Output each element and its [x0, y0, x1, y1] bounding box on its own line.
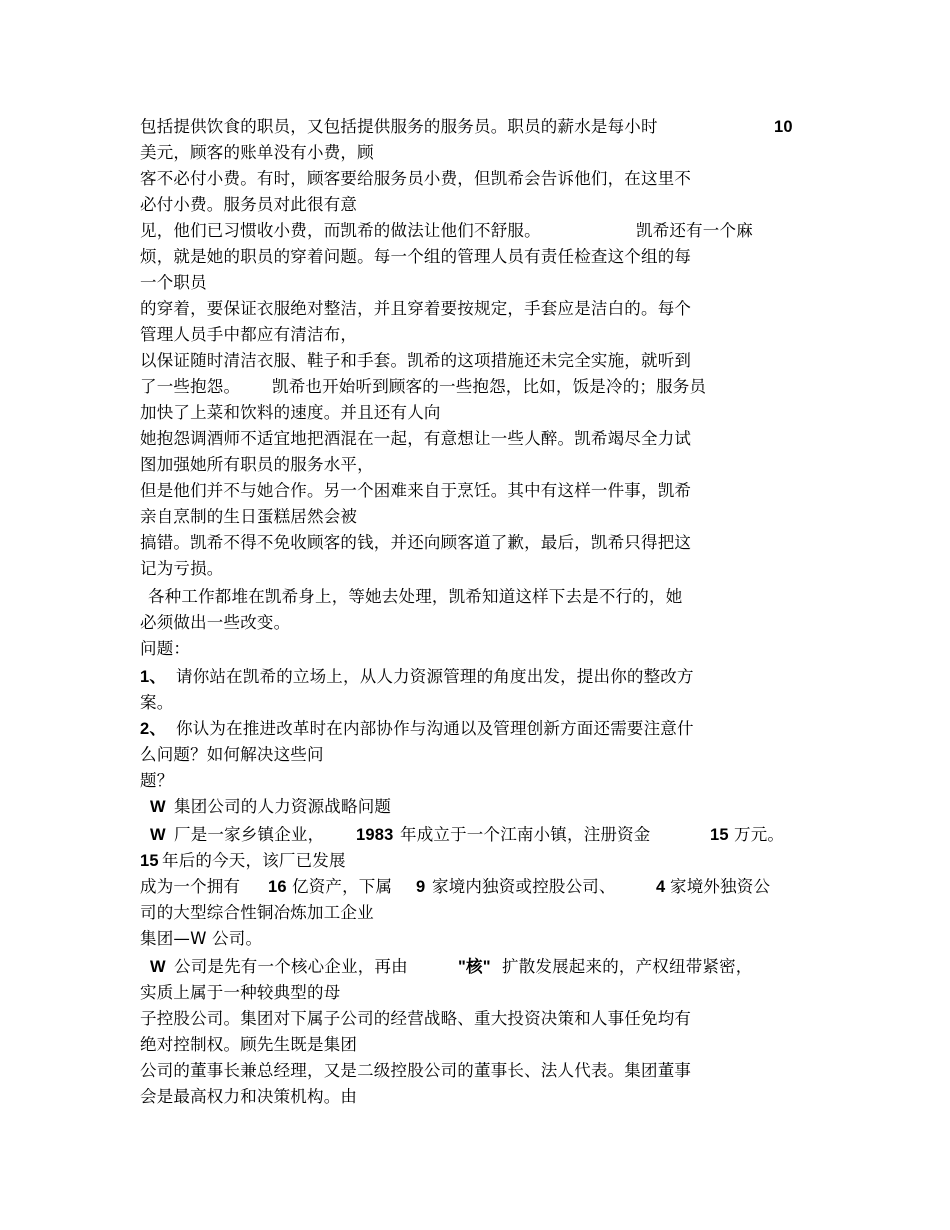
text-line: 集团—W 公司。 — [140, 929, 263, 948]
text-line: 亿资产，下属 — [292, 877, 393, 896]
text-line: 案。 — [140, 693, 174, 712]
text-line: 请你站在凯希的立场上，从人力资源管理的角度出发，提出你的整改方 — [176, 667, 694, 686]
text-line: 实质上属于一种较典型的母 — [140, 983, 341, 1002]
text-line: 厂是一家乡镇企业， — [174, 825, 325, 844]
text-line: 么问题？如何解决这些问 — [140, 745, 324, 764]
question-heading: 问题： — [140, 639, 191, 658]
text-line: 公司是先有一个核心企业，再由 — [174, 957, 408, 976]
text-number: 10 — [774, 118, 793, 136]
question-number: 1、 — [140, 668, 167, 686]
text-line: 图加强她所有职员的服务水平， — [140, 455, 374, 474]
text-line: 她抱怨调酒师不适宜地把酒混在一起，有意想让一些人醉。凯希竭尽全力试 — [140, 429, 692, 448]
text-line: 扩散发展起来的，产权纽带紧密， — [502, 957, 753, 976]
text-number: 1983 — [356, 826, 394, 844]
text-line: 必付小费。服务员对此很有意 — [140, 195, 358, 214]
text-number: W — [150, 826, 166, 844]
text-number: 16 — [268, 878, 287, 896]
text-line: 搞错。凯希不得不免收顾客的钱，并还向顾客道了歉，最后，凯希只得把这 — [140, 533, 692, 552]
text-line: 你认为在推进改革时在内部协作与沟通以及管理创新方面还需要注意什 — [176, 719, 694, 738]
text-line: 凯希也开始听到顾客的一些抱怨，比如，饭是冷的；服务员 — [272, 377, 707, 396]
text-line: 一个职员 — [140, 273, 207, 292]
text-line: 家境内独资或控股公司、 — [432, 877, 616, 896]
text-line: 子控股公司。集团对下属子公司的经营战略、重大投资决策和人事任免均有 — [140, 1009, 692, 1028]
text-line: 管理人员手中都应有清洁布， — [140, 325, 358, 344]
text-line: 烦，就是她的职员的穿着问题。每一个组的管理人员有责任检查这个组的每 — [140, 247, 692, 266]
text-line: 家境外独资公 — [670, 877, 771, 896]
text-line: 见，他们已习惯收小费，而凯希的做法让他们不舒服。 — [140, 221, 541, 240]
text-line: 年成立于一个江南小镇，注册资金 — [400, 825, 651, 844]
text-line: 公司的董事长兼总经理，又是二级控股公司的董事长、法人代表。集团董事 — [140, 1061, 692, 1080]
text-line: 会是最高权力和决策机构。由 — [140, 1087, 358, 1106]
text-line: 记为亏损。 — [140, 559, 224, 578]
text-line: 各种工作都堆在凯希身上，等她去处理，凯希知道这样下去是不行的，她 — [148, 587, 683, 606]
text-line: 凯希还有一个麻 — [636, 221, 753, 240]
text-number: 15 — [710, 826, 729, 844]
section-title: 集团公司的人力资源战略问题 — [174, 797, 392, 816]
text-line: 成为一个拥有 — [140, 877, 241, 896]
text-line: 绝对控制权。顾先生既是集团 — [140, 1035, 358, 1054]
text-line: 客不必付小费。有时，顾客要给服务员小费，但凯希会告诉他们，在这里不 — [140, 169, 692, 188]
text-line: 包括提供饮食的职员，又包括提供服务的服务员。职员的薪水是每小时 — [140, 117, 658, 136]
text-line: 司的大型综合性铜冶炼加工企业 — [140, 903, 374, 922]
text-line: 题？ — [140, 771, 174, 790]
text-line: 了一些抱怨。 — [140, 377, 241, 396]
text-line: 美元，顾客的账单没有小费，顾 — [140, 143, 374, 162]
text-number: 9 — [416, 878, 426, 896]
text-quote: "核" — [458, 958, 491, 976]
text-line: 亲自烹制的生日蛋糕居然会被 — [140, 507, 358, 526]
section-letter: W — [150, 798, 166, 816]
text-line: 加快了上菜和饮料的速度。并且还有人向 — [140, 403, 441, 422]
text-line: 的穿着，要保证衣服绝对整洁，并且穿着要按规定，手套应是洁白的。每个 — [140, 299, 692, 318]
text-line: 以保证随时清洁衣服、鞋子和手套。凯希的这项措施还未完全实施，就听到 — [140, 351, 692, 370]
text-number: W — [150, 958, 166, 976]
text-line: 但是他们并不与她合作。另一个困难来自于烹饪。其中有这样一件事，凯希 — [140, 481, 692, 500]
text-line: 万元。 — [734, 825, 785, 844]
question-number: 2、 — [140, 720, 167, 738]
text-line: 年后的今天，该厂已发展 — [162, 851, 346, 870]
text-line: 必须做出一些改变。 — [140, 613, 291, 632]
text-number: 4 — [656, 878, 666, 896]
text-number: 15 — [140, 852, 159, 870]
